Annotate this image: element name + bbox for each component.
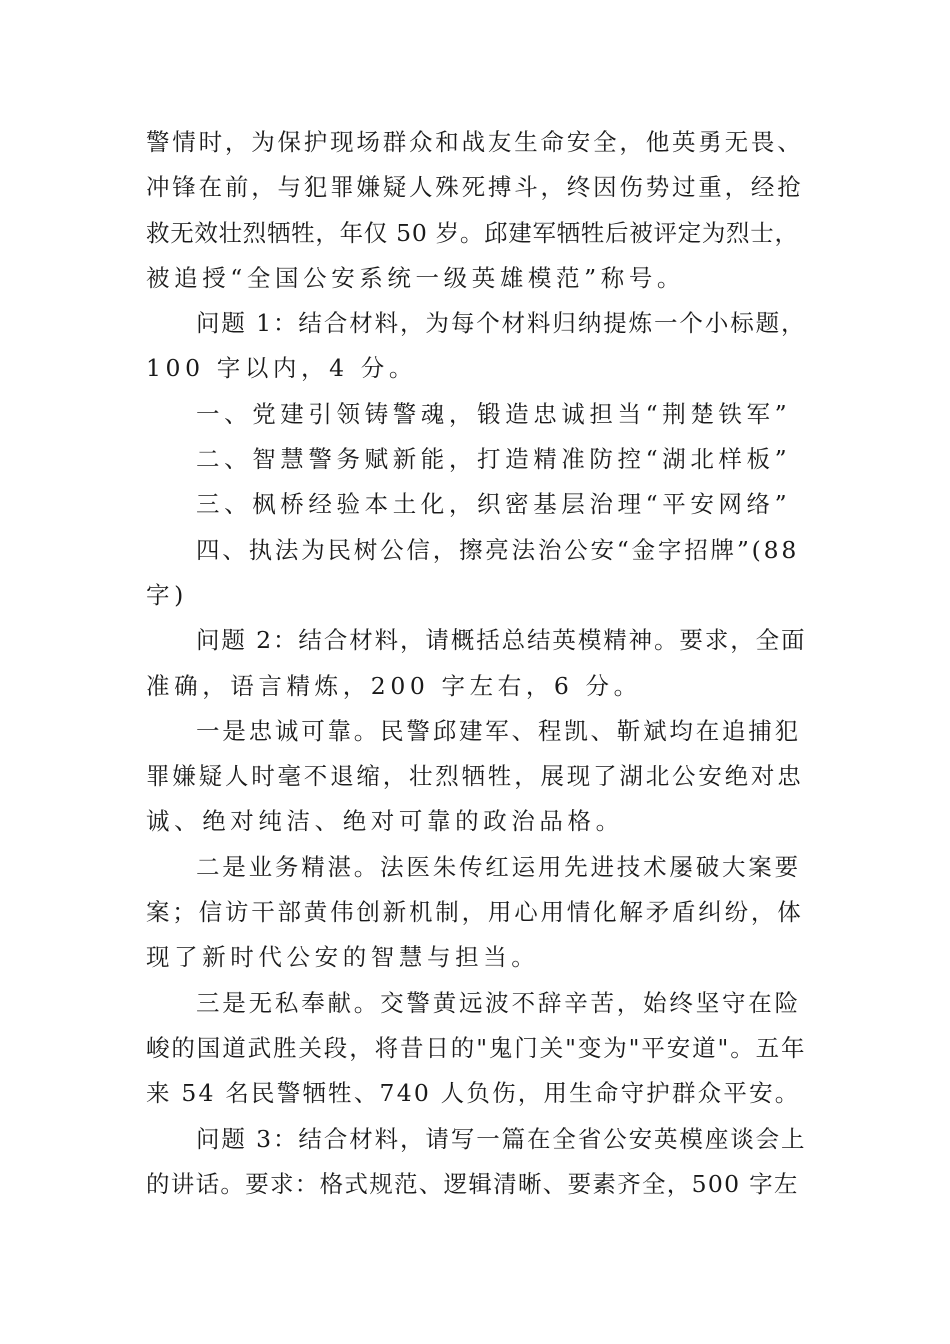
paragraph-line: 来 54 名民警牺牲、740 人负伤，用生命守护群众平安。 — [146, 1079, 801, 1108]
paragraph-first-line: 一是忠诚可靠。民警邱建军、程凯、靳斌均在追捕犯 — [196, 716, 801, 745]
paragraph-line: 冲锋在前，与犯罪嫌疑人殊死搏斗，终因伤势过重，经抢 — [146, 173, 804, 202]
paragraph-line: 警情时，为保护现场群众和战友生命安全，他英勇无畏、 — [146, 128, 804, 156]
paragraph-first-line: 二、智慧警务赋新能，打造精准防控“湖北样板” — [196, 445, 792, 474]
paragraph-first-line: 问题 3：结合材料，请写一篇在全省公安英模座谈会上 — [196, 1124, 807, 1153]
paragraph-line: 的讲话。要求：格式规范、逻辑清晰、要素齐全，500 字左 — [146, 1169, 799, 1198]
paragraph-line: 准确，语言精炼，200 字左右，6 分。 — [146, 671, 642, 700]
paragraph-line: 案；信访干部黄伟创新机制，用心用情化解矛盾纠纷，体 — [146, 898, 804, 927]
paragraph-line: 诚、绝对纯洁、绝对可靠的政治品格。 — [146, 807, 624, 836]
paragraph-first-line: 三是无私奉献。交警黄远波不辞辛苦，始终坚守在险 — [196, 988, 801, 1017]
paragraph-first-line: 二是业务精湛。法医朱传红运用先进技术屡破大案要 — [196, 852, 801, 881]
paragraph-line: 字) — [146, 580, 188, 609]
paragraph-first-line: 四、执法为民树公信，擦亮法治公安“金字招牌”(88 — [196, 535, 800, 564]
paragraph-line: 现了新时代公安的智慧与担当。 — [146, 943, 540, 972]
paragraph-first-line: 问题 1：结合材料，为每个材料归纳提炼一个小标题， — [196, 309, 807, 338]
paragraph-line: 被追授“全国公安系统一级英雄模范”称号。 — [146, 263, 686, 292]
paragraph-line: 罪嫌疑人时毫不退缩，壮烈牺牲，展现了湖北公安绝对忠 — [146, 762, 804, 791]
paragraph-first-line: 问题 2：结合材料，请概括总结英模精神。要求，全面 — [196, 626, 807, 655]
paragraph-line: 100 字以内，4 分。 — [146, 354, 417, 383]
paragraph-first-line: 三、枫桥经验本土化，织密基层治理“平安网络” — [196, 490, 792, 519]
paragraph-line: 峻的国道武胜关段，将昔日的"鬼门关"变为"平安道"。五年 — [146, 1033, 807, 1062]
document-body — [146, 120, 806, 1207]
paragraph-line: 救无效壮烈牺牲，年仅 50 岁。邱建军牺牲后被评定为烈士， — [146, 218, 799, 247]
paragraph-first-line: 一、党建引领铸警魂，锻造忠诚担当“荆楚铁军” — [196, 399, 792, 428]
